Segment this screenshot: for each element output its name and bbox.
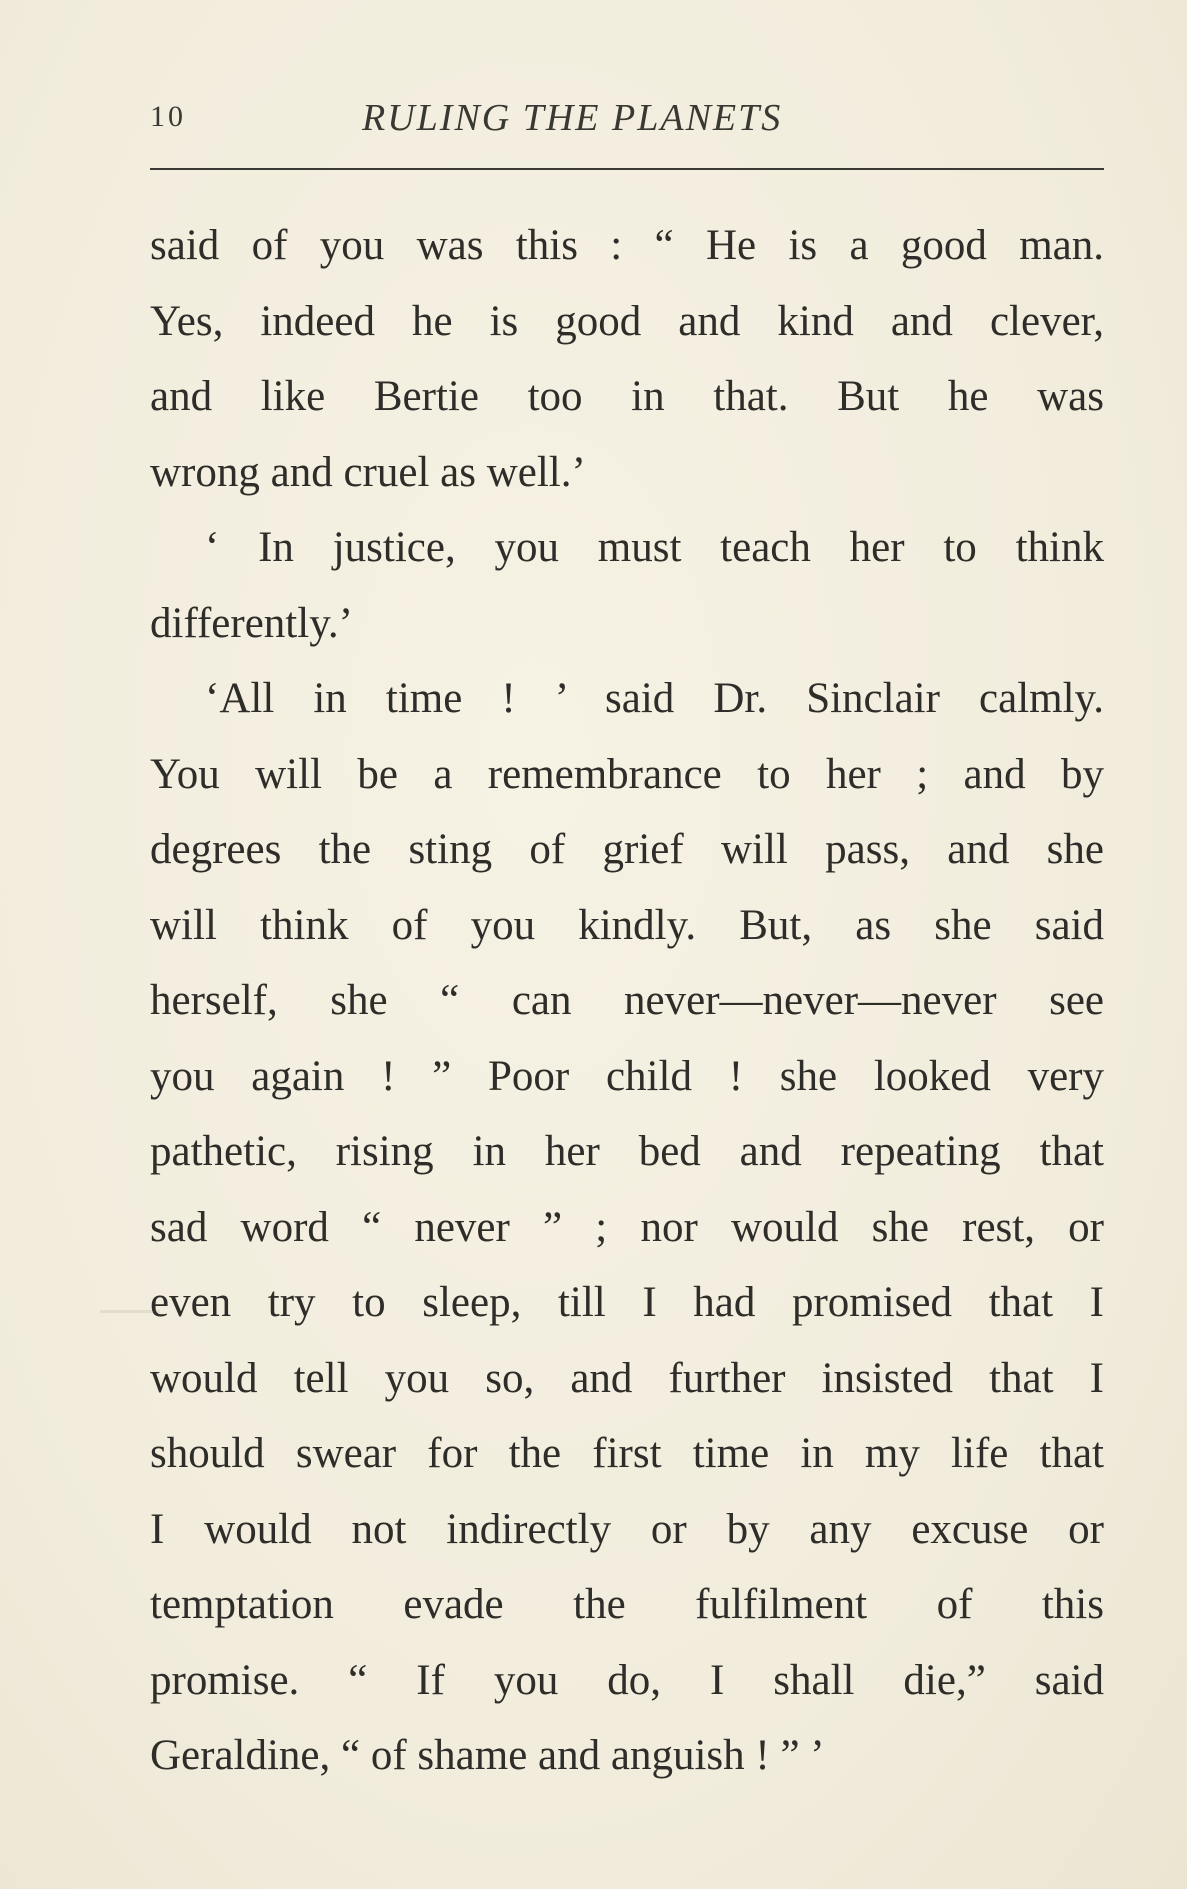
- text-line: You will be a remembrance to her ; and by: [150, 750, 1104, 798]
- text-line: ‘ In justice, you must teach her to think: [205, 524, 1104, 571]
- text-line: and like Bertie too in that. But he was: [150, 373, 1104, 420]
- text-line: should swear for the first time in my life that: [150, 1430, 1104, 1477]
- text-line: pathetic, rising in her bed and repeating that: [150, 1128, 1104, 1175]
- header-rule: [150, 168, 1104, 170]
- text-line: herself, she “ can never—never—never see: [150, 977, 1104, 1024]
- running-title: RULING THE PLANETS: [362, 97, 783, 139]
- text-line: will think of you kindly. But, as she said: [150, 901, 1104, 949]
- text-line: sad word “ never ” ; nor would she rest, or: [150, 1203, 1104, 1251]
- text-line: said of you was this : “ He is a good man.: [150, 222, 1104, 269]
- text-line: you again ! ” Poor child ! she looked very: [150, 1052, 1104, 1100]
- text-line: promise. “ If you do, I shall die,” said: [150, 1656, 1104, 1704]
- text-line: would tell you so, and further insisted that I: [150, 1354, 1104, 1402]
- text-line: ‘All in time ! ’ said Dr. Sinclair calmly.: [205, 675, 1104, 722]
- page-header: [150, 96, 1104, 146]
- text-line: Geraldine, “ of shame and anguish ! ” ’: [150, 1732, 825, 1779]
- text-line: even try to sleep, till I had promised that I: [150, 1279, 1104, 1326]
- body-text: [150, 208, 1104, 1794]
- page-number: 10: [150, 100, 186, 133]
- paper-smudge: [100, 1310, 160, 1313]
- text-line: differently.’: [150, 599, 353, 647]
- text-line: Yes, indeed he is good and kind and clever,: [150, 297, 1104, 345]
- text-line: temptation evade the fulfilment of this: [150, 1581, 1104, 1628]
- text-line: wrong and cruel as well.’: [150, 448, 586, 496]
- text-line: I would not indirectly or by any excuse or: [150, 1505, 1104, 1553]
- text-line: degrees the sting of grief will pass, and she: [150, 826, 1104, 873]
